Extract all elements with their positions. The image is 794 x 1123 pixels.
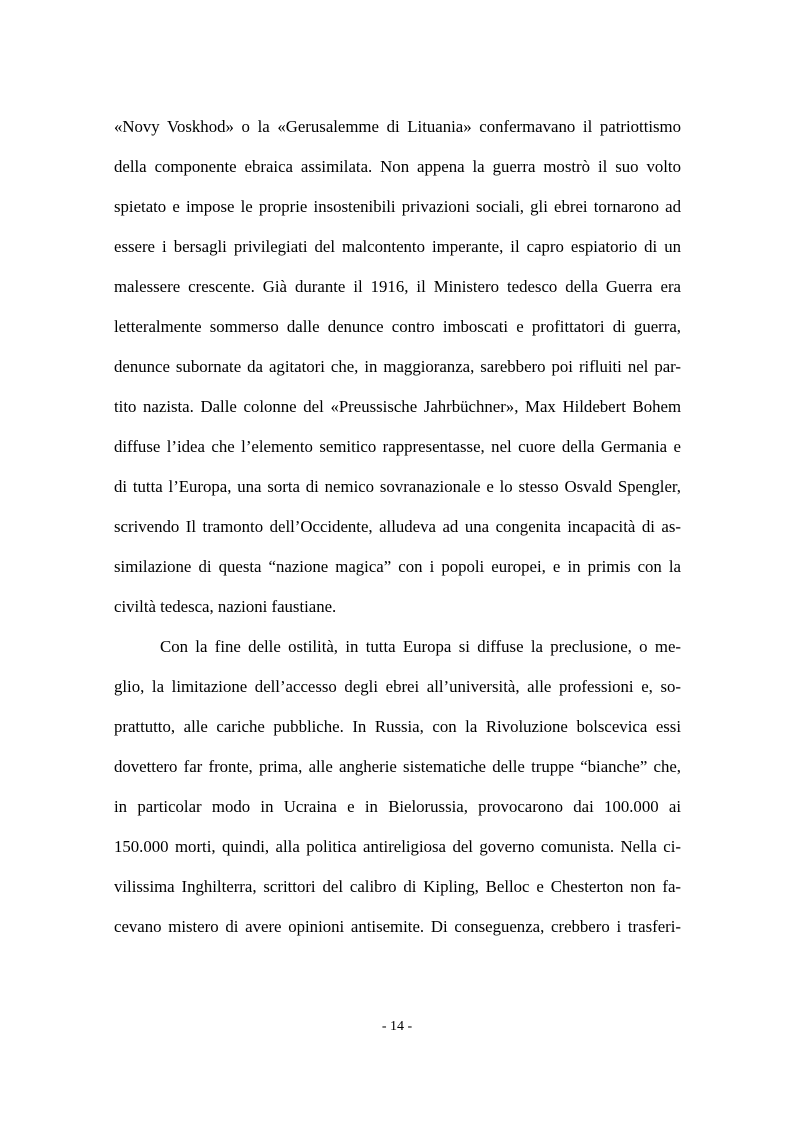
text-line: spietato e impose le proprie insostenibili privazioni sociali, gli ebrei tornarono ad [114,197,681,216]
page-number: - 14 - [381,1019,413,1034]
text-line: scrivendo Il tramonto dell’Occidente, alludeva ad una congenita incapacità di as- [114,517,681,536]
text-line: dovettero far fronte, prima, alle angherie sistematiche delle truppe “bianche” che, [114,757,681,776]
text-line: essere i bersagli privilegiati del malcontento imperante, il capro espiatorio di un [114,237,681,256]
text-line: della componente ebraica assimilata. Non appena la guerra mostrò il suo volto [114,157,681,176]
text-line: vilissima Inghilterra, scrittori del calibro di Kipling, Belloc e Chesterton non fa- [114,877,681,896]
text-line: in particolar modo in Ucraina e in Bielorussia, provocarono dai 100.000 ai [114,797,681,816]
text-line: di tutta l’Europa, una sorta di nemico sovranazionale e lo stesso Osvald Spengler, [114,477,681,496]
text-line: diffuse l’idea che l’elemento semitico rappresentasse, nel cuore della Germania e [114,437,681,456]
text-line: civiltà tedesca, nazioni faustiane. [114,597,337,616]
text-line: cevano mistero di avere opinioni antisemite. Di conseguenza, crebbero i trasferi- [114,917,681,936]
text-line: tito nazista. Dalle colonne del «Preussische Jahrbüchner», Max Hildebert Bohem [114,397,681,416]
text-line: prattutto, alle cariche pubbliche. In Russia, con la Rivoluzione bolscevica essi [114,717,681,736]
text-line: similazione di questa “nazione magica” con i popoli europei, e in primis con la [114,557,681,576]
text-line: denunce subornate da agitatori che, in maggioranza, sarebbero poi rifluiti nel par- [114,357,681,376]
text-line: Con la fine delle ostilità, in tutta Europa si diffuse la preclusione, o me- [160,637,681,656]
text-line: glio, la limitazione dell’accesso degli ebrei all’università, alle professioni e, so- [114,677,681,696]
text-line: 150.000 morti, quindi, alla politica antireligiosa del governo comunista. Nella ci- [114,837,681,856]
text-line: malessere crescente. Già durante il 1916, il Ministero tedesco della Guerra era [114,277,681,296]
text-line: «Novy Voskhod» o la «Gerusalemme di Lituania» confermavano il patriottismo [114,117,681,136]
text-line: letteralmente sommerso dalle denunce contro imboscati e profittatori di guerra, [114,317,681,336]
